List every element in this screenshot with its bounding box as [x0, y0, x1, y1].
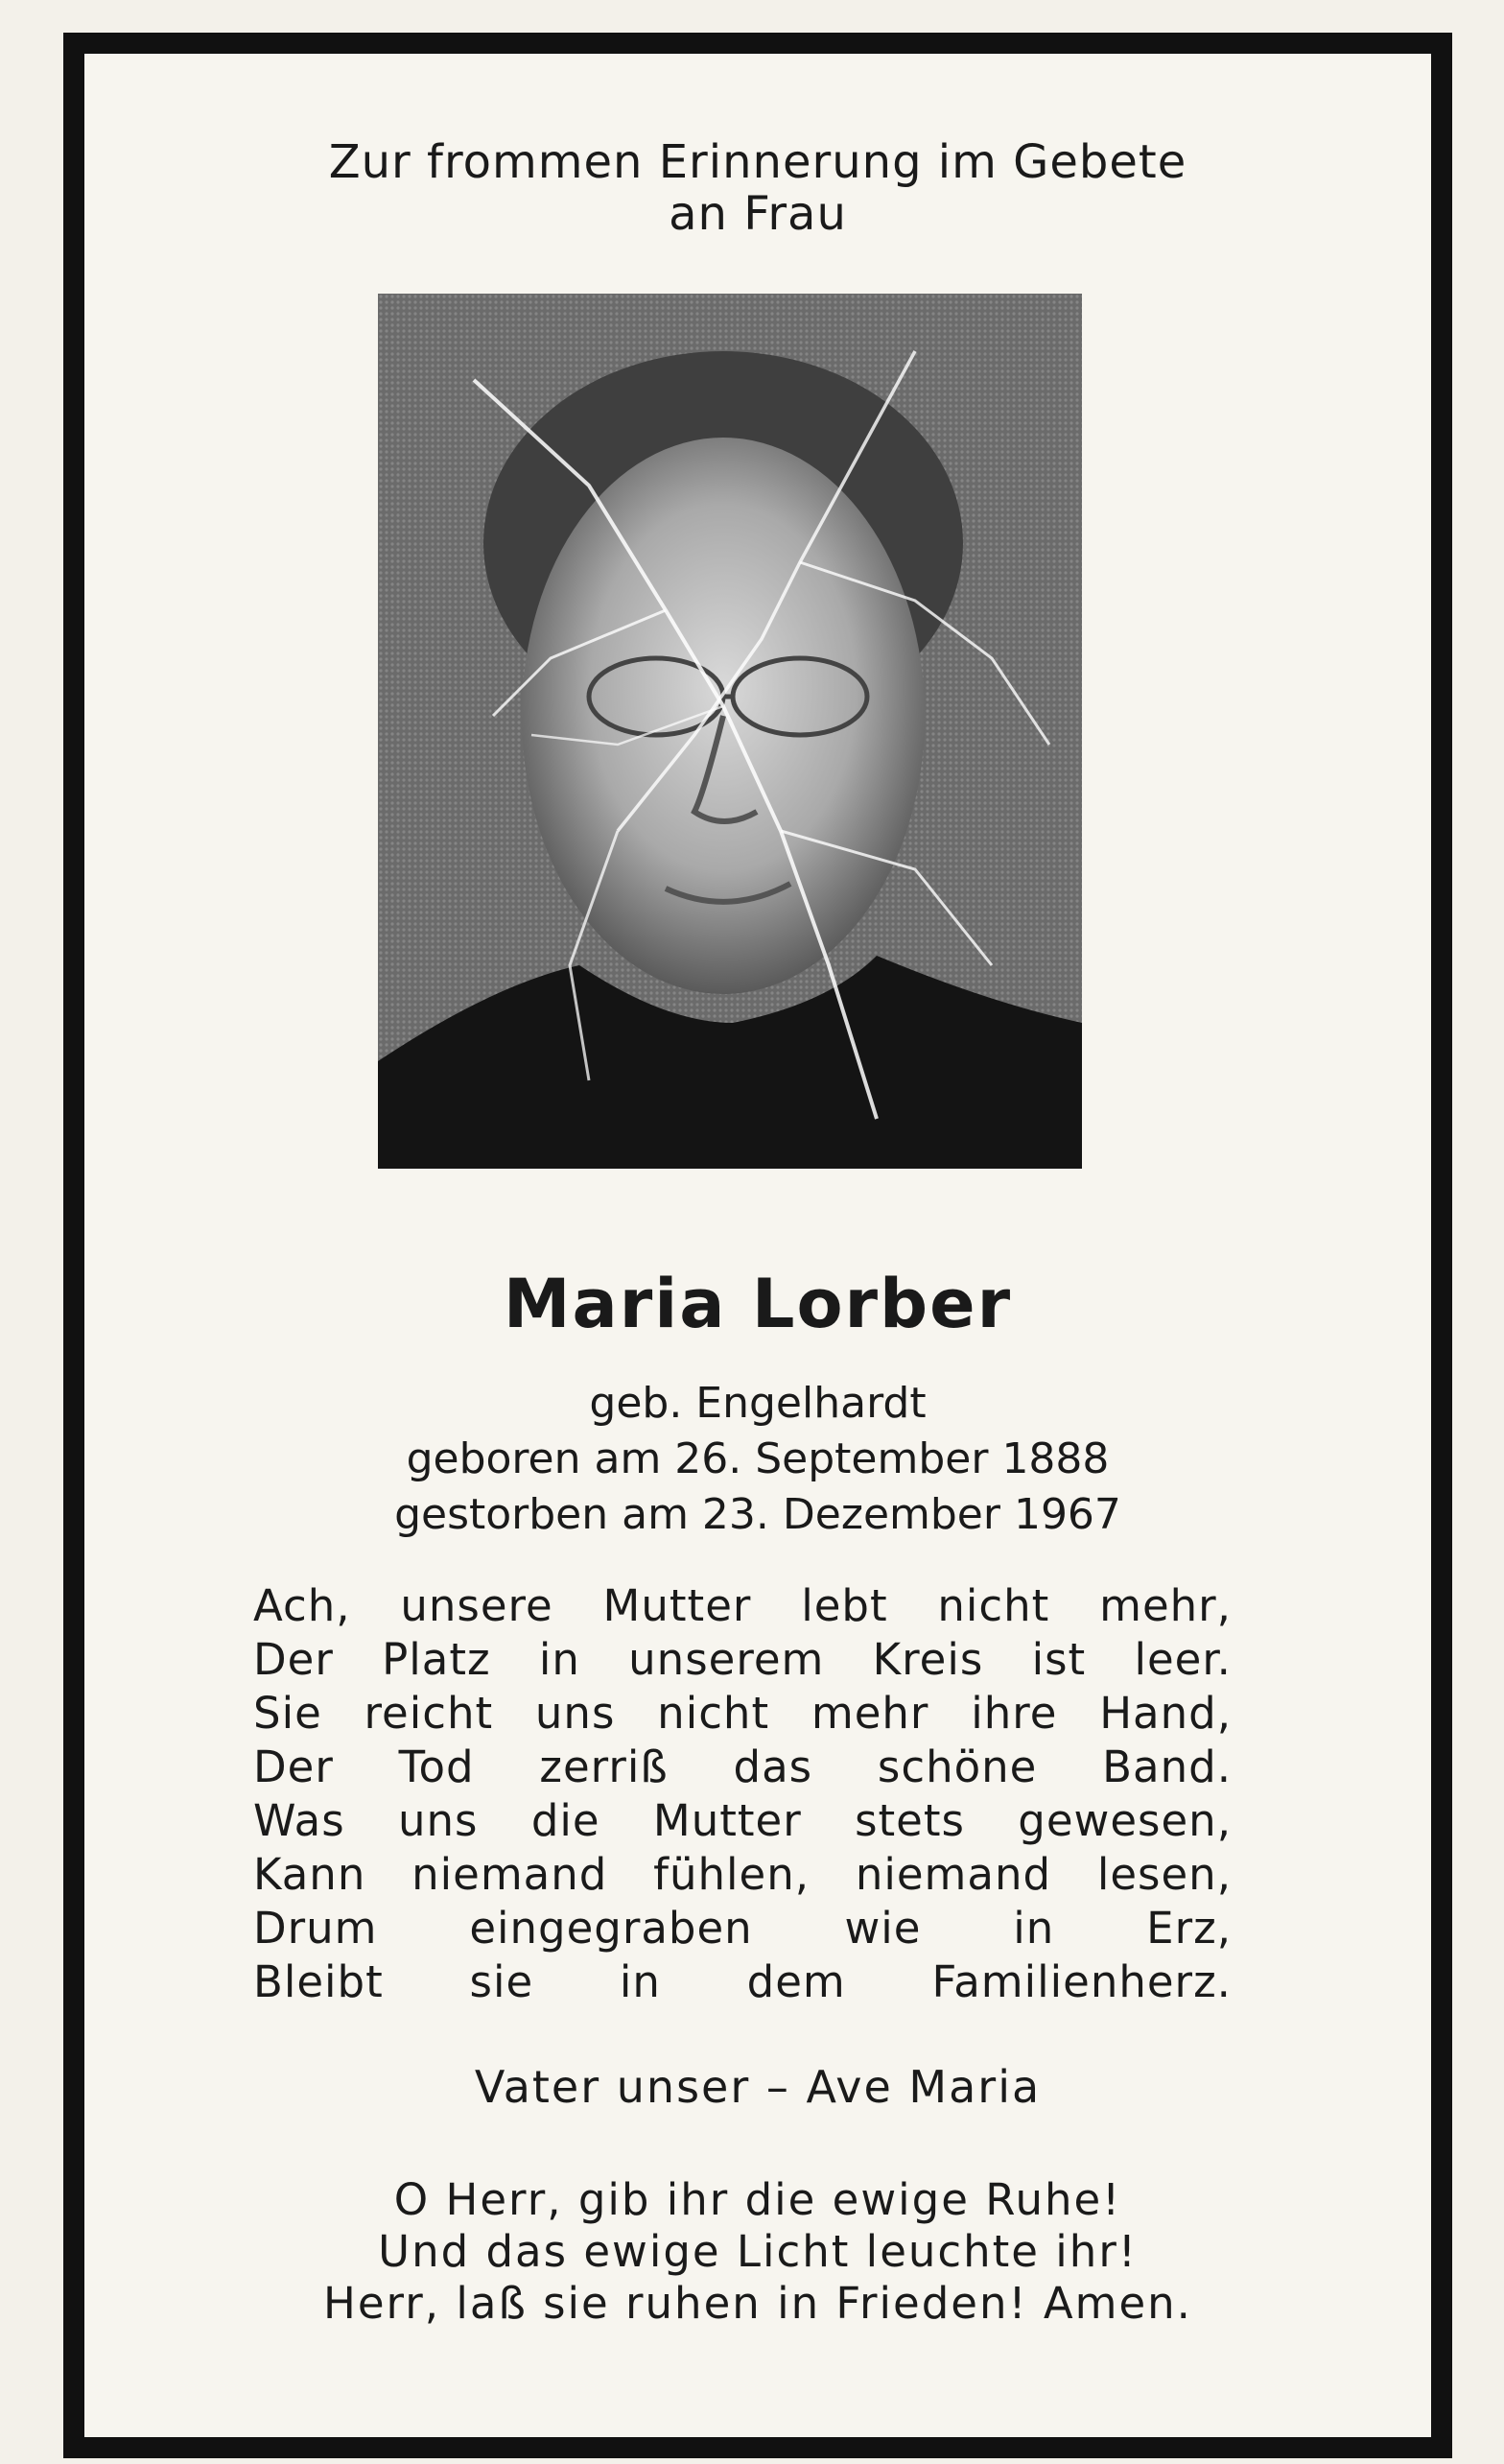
portrait-image	[378, 294, 1082, 1169]
intro-text	[84, 136, 1431, 240]
blessing-line: Herr, laß sie ruhen in Frieden! Amen.	[323, 2278, 1192, 2329]
intro-line-2: an Frau	[669, 187, 847, 241]
memorial-poem	[253, 1579, 1232, 2009]
prayer-heading: Vater unser – Ave Maria	[474, 2061, 1042, 2113]
blessing-line: Und das ewige Licht leuchte ihr!	[378, 2226, 1138, 2277]
poem-line: Bleibt sie in dem Familienherz.	[253, 1956, 1232, 2007]
black-mourning-border	[63, 33, 1452, 2458]
poem-line: Kann niemand fühlen, niemand lesen,	[253, 1849, 1232, 1900]
poem-line: Sie reicht uns nicht mehr ihre Hand,	[253, 1688, 1232, 1739]
death-date: gestorben am 23. Dezember 1967	[394, 1490, 1121, 1539]
maiden-name: geb. Engelhardt	[589, 1379, 927, 1428]
poem-line: Drum eingegraben wie in Erz,	[253, 1903, 1232, 1954]
poem-line: Ach, unsere Mutter lebt nicht mehr,	[253, 1580, 1232, 1631]
closing-blessing	[84, 2174, 1431, 2330]
poem-line: Der Tod zerriß das schöne Band.	[253, 1741, 1232, 1792]
card-content	[84, 54, 1431, 2437]
birth-date: geboren am 26. September 1888	[406, 1434, 1110, 1483]
portrait-photo	[378, 294, 1082, 1169]
blessing-line: O Herr, gib ihr die ewige Ruhe!	[393, 2174, 1122, 2225]
poem-line: Der Platz in unserem Kreis ist leer.	[253, 1634, 1232, 1685]
deceased-name: Maria Lorber	[503, 1265, 1013, 1343]
intro-line-1: Zur frommen Erinnerung im Gebete	[328, 135, 1187, 189]
life-dates	[84, 1376, 1431, 1543]
poem-line: Was uns die Mutter stets gewesen,	[253, 1795, 1232, 1846]
